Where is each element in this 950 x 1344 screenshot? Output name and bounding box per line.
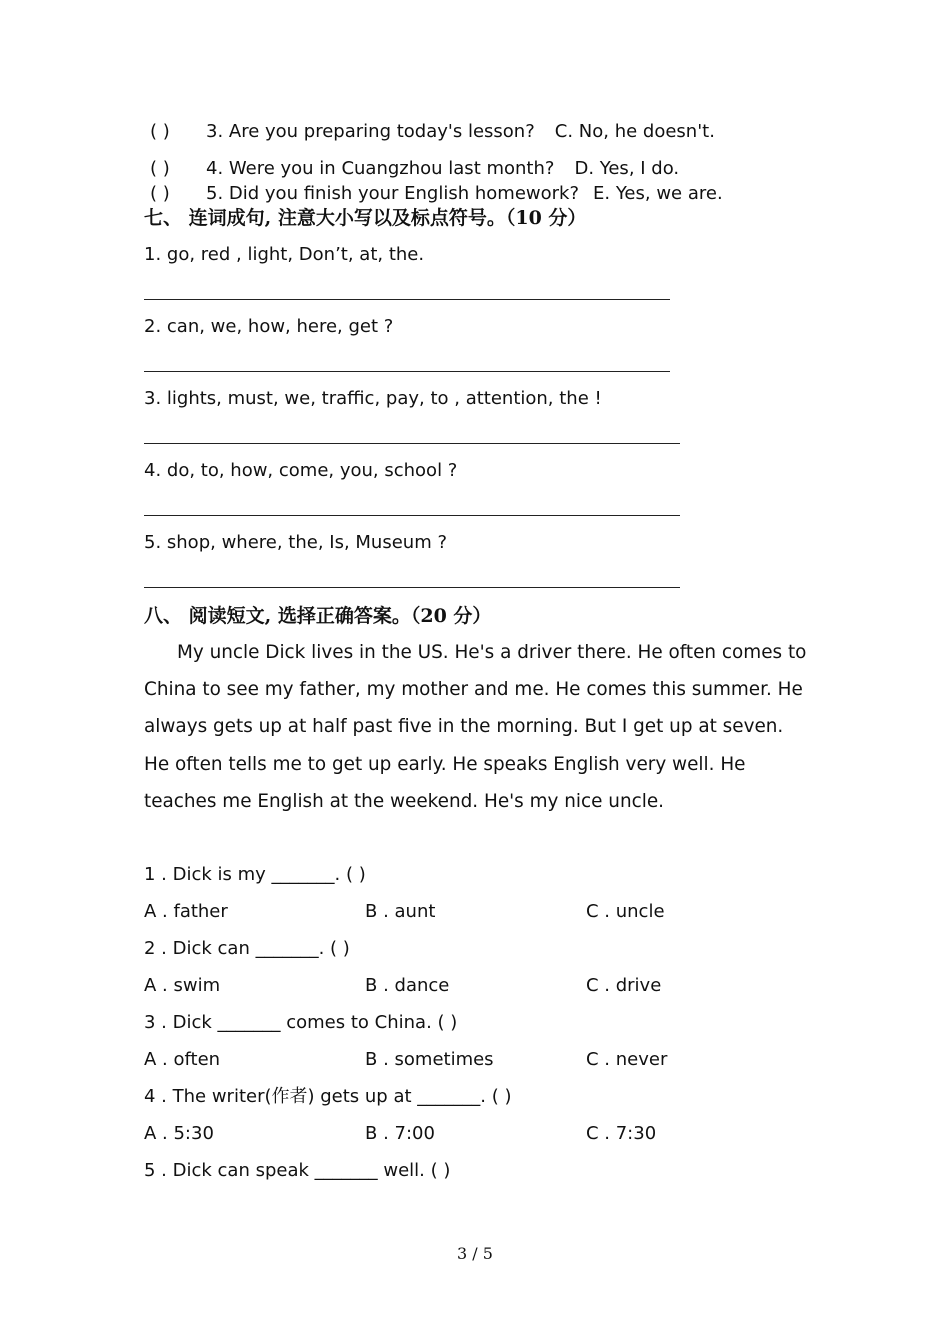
option-3c: C . never [586,1049,668,1070]
section-7-title: 七、 连词成句, 注意大小写以及标点符号。（10 分） [144,207,587,229]
option-2a: A . swim [144,975,221,996]
question-1: 1 . Dick is my _______. ( ) [144,864,366,885]
question-2: 2 . Dick can _______. ( ) [144,938,350,959]
option-3a: A . often [144,1049,221,1070]
sentence-item-4: 4. do, to, how, come, you, school ? [144,460,458,481]
answer-bracket: ( ) [150,158,170,179]
answer-line-3[interactable] [144,443,680,444]
question-3: 3 . Dick _______ comes to China. ( ) [144,1012,458,1033]
option-4a: A . 5:30 [144,1123,214,1144]
answer-line-2[interactable] [144,371,670,372]
matching-question: 3. Are you preparing today's lesson? [206,121,535,142]
option-3b: B . sometimes [365,1049,494,1070]
option-4c: C . 7:30 [586,1123,657,1144]
matching-question: 4. Were you in Cuangzhou last month? [206,158,555,179]
matching-answer: E. Yes, we are. [593,183,723,204]
option-2c: C . drive [586,975,662,996]
answer-bracket: ( ) [150,183,170,204]
option-1b: B . aunt [365,901,436,922]
option-1a: A . father [144,901,228,922]
answer-line-1[interactable] [144,299,670,300]
passage-text: My uncle Dick lives in the US. He's a driver there. He often comes to China to see my father, my mother and me. He comes this summer. He always gets up at half past five in the morning. But I get up at seven. He often tells me to get up early. He speaks English very well. He teaches me English at the weekend. He's my nice uncle. [144,642,807,812]
answer-line-4[interactable] [144,515,680,516]
matching-answer: D. Yes, I do. [574,158,680,179]
matching-item-3 [150,121,715,143]
sentence-item-3: 3. lights, must, we, traffic, pay, to , attention, the ! [144,388,602,409]
reading-passage [144,634,814,820]
sentence-item-2: 2. can, we, how, here, get ? [144,316,394,337]
matching-question: 5. Did you finish your English homework? [206,183,580,204]
question-4: 4 . The writer(作者) gets up at _______. ( ) [144,1086,512,1107]
option-1c: C . uncle [586,901,665,922]
page-number: 3 / 5 [457,1244,493,1263]
sentence-item-5: 5. shop, where, the, Is, Museum ? [144,532,448,553]
matching-item-5 [150,183,723,205]
section-8-title: 八、 阅读短文, 选择正确答案。（20 分） [144,605,492,627]
answer-bracket: ( ) [150,121,170,142]
sentence-item-1: 1. go, red , light, Don’t, at, the. [144,244,425,265]
question-5: 5 . Dick can speak _______ well. ( ) [144,1160,451,1181]
answer-line-5[interactable] [144,587,680,588]
option-4b: B . 7:00 [365,1123,435,1144]
matching-answer: C. No, he doesn't. [554,121,715,142]
matching-item-4 [150,158,679,180]
option-2b: B . dance [365,975,450,996]
